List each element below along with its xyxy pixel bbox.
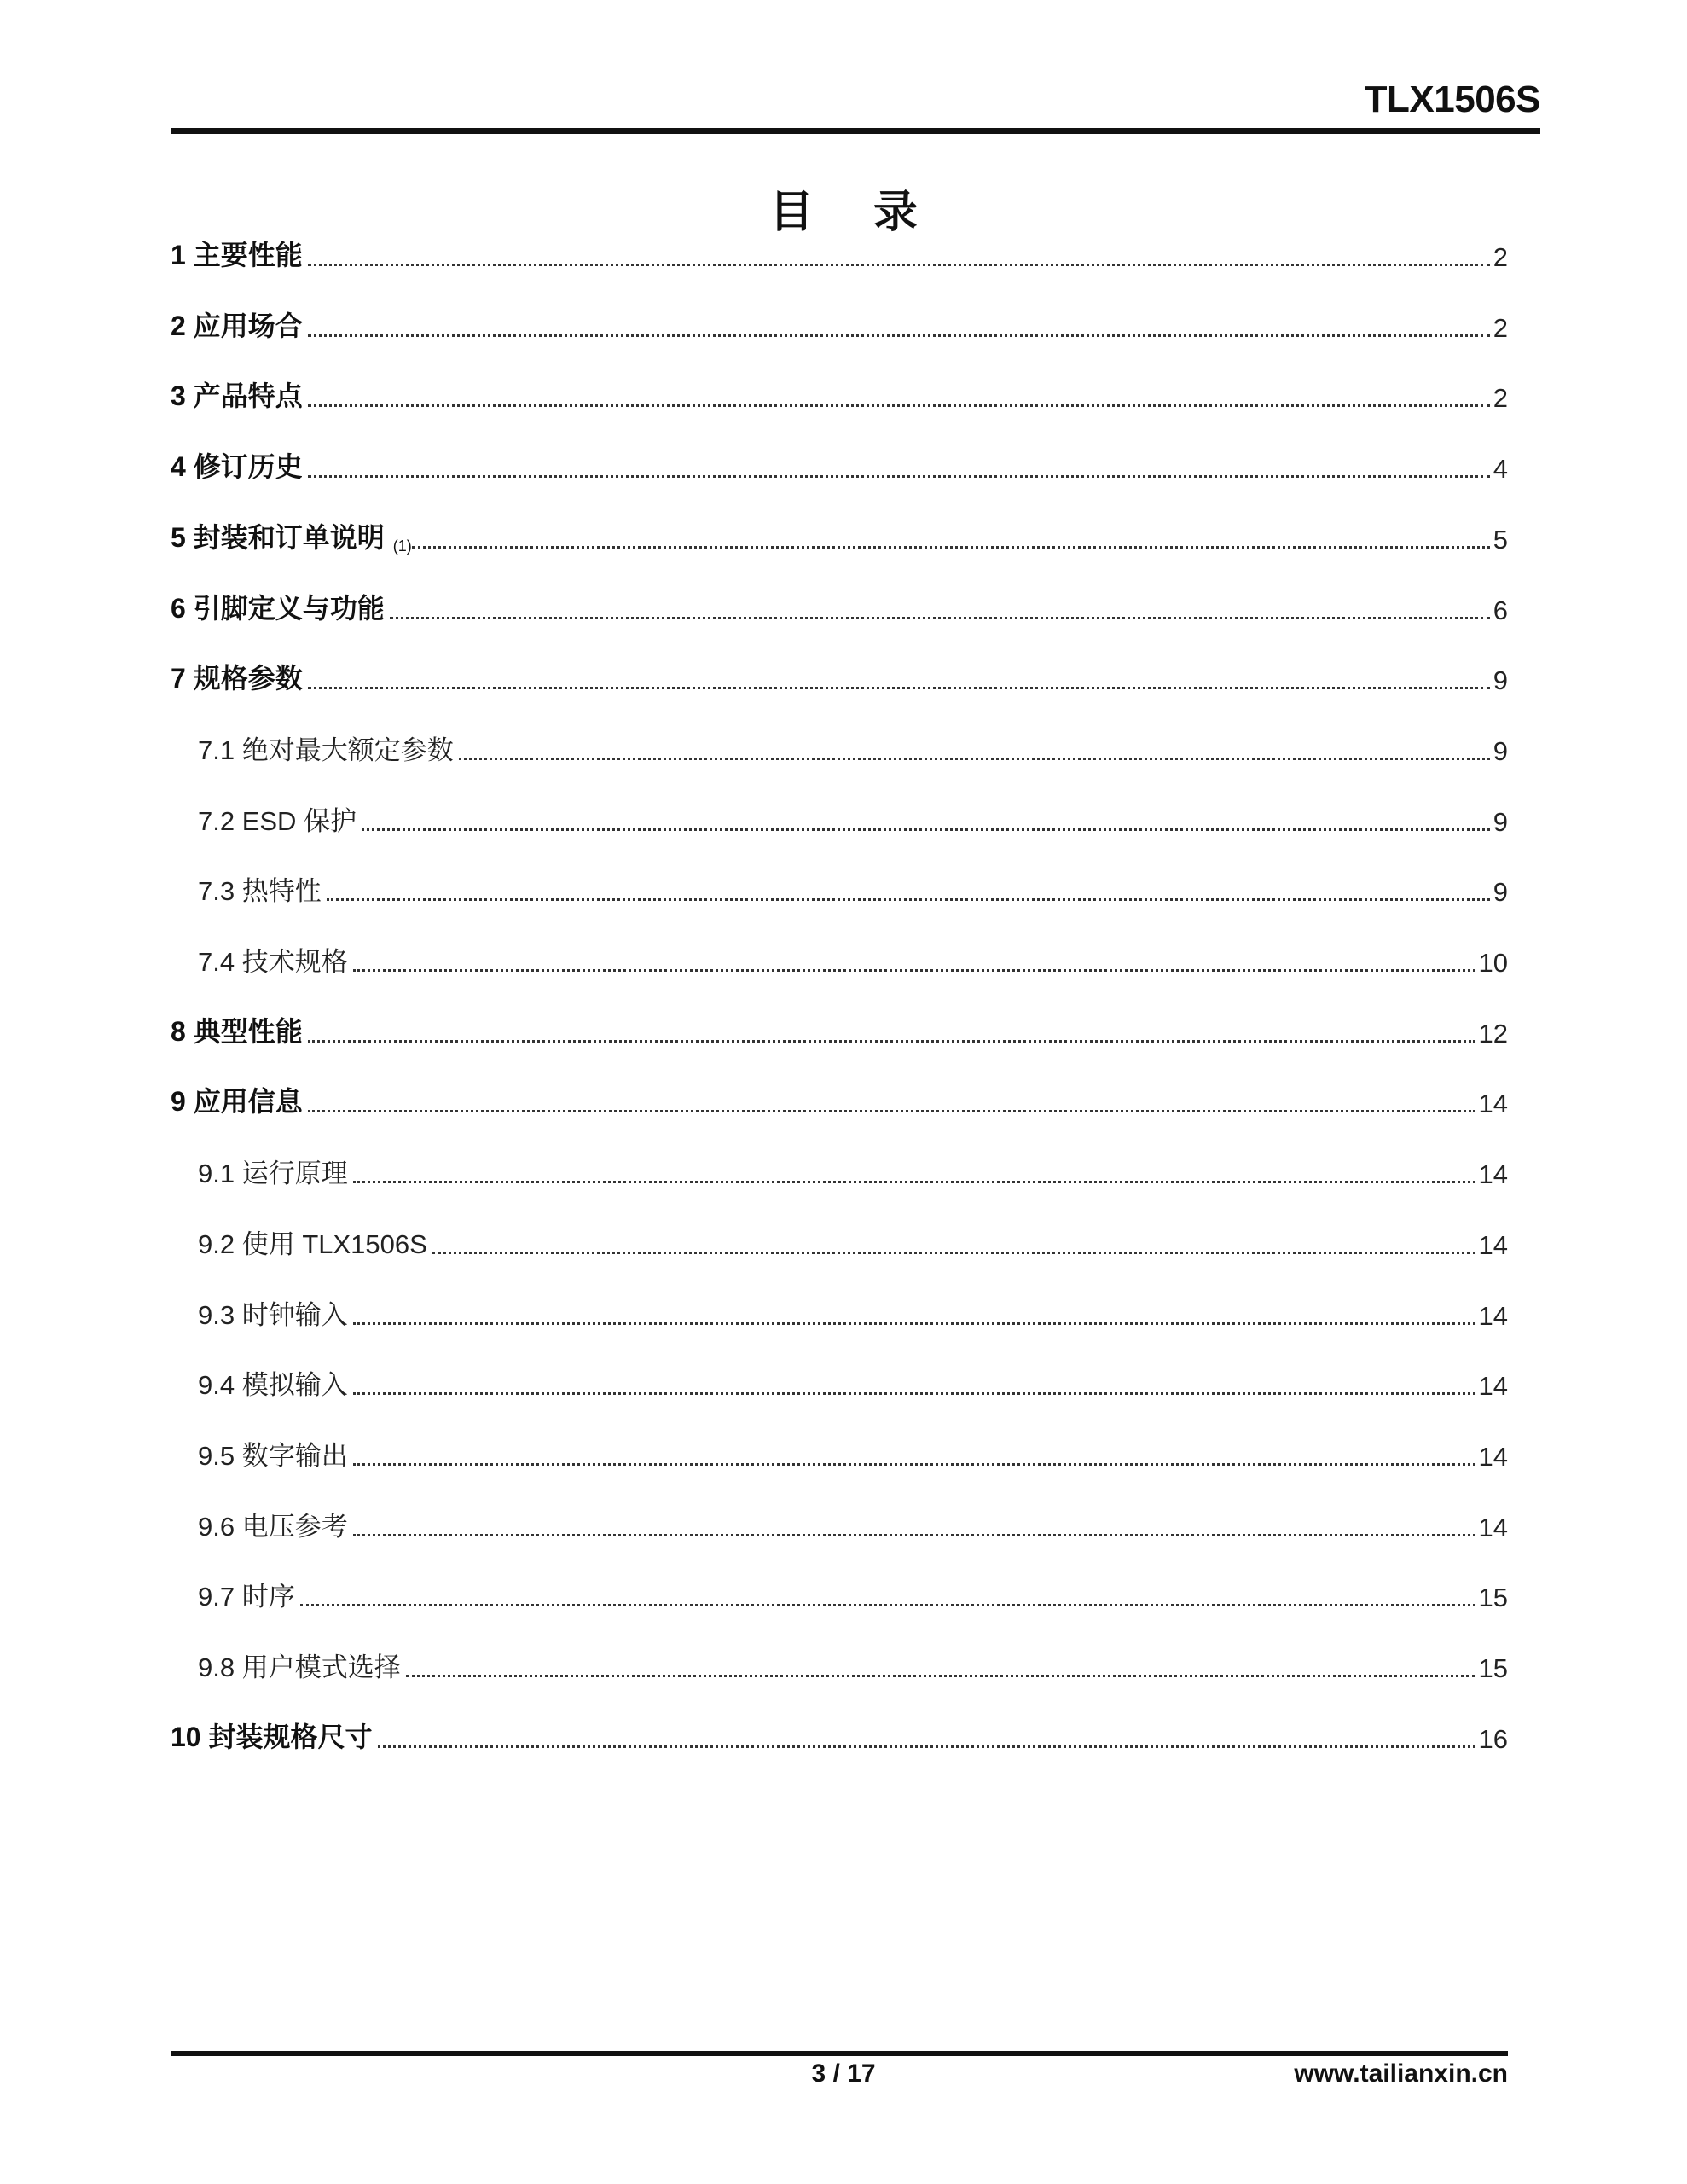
toc-entry-label: 7.3 热特性 [198, 876, 322, 907]
toc-entry-label: 9.1 运行原理 [198, 1159, 348, 1189]
toc-dot-leader [353, 1392, 1475, 1395]
toc-entry[interactable] [171, 724, 1508, 767]
header-rule [171, 128, 1540, 134]
toc-entry-label: 7.1 绝对最大额定参数 [198, 735, 454, 765]
toc-dot-leader [362, 828, 1490, 831]
toc-entry-page: 9 [1493, 806, 1508, 837]
toc-dot-leader [308, 1040, 1475, 1043]
toc-entry-page: 14 [1478, 1371, 1508, 1402]
toc-dot-leader [353, 1534, 1475, 1536]
toc-entry-label: 2 应用场合 [171, 310, 303, 341]
toc-entry-label: 7.4 技术规格 [198, 947, 348, 977]
toc-entry-page: 10 [1478, 948, 1508, 978]
toc-dot-leader [353, 1322, 1475, 1325]
toc-entry-page: 14 [1478, 1441, 1508, 1472]
toc-entry[interactable] [171, 1712, 1508, 1755]
toc-entry-page: 14 [1478, 1229, 1508, 1260]
toc-entry-footnote-marker: (1) [392, 537, 412, 555]
toc-entry-page: 9 [1493, 877, 1508, 908]
toc-title-right: 录 [873, 187, 919, 238]
toc-entry[interactable] [171, 442, 1508, 485]
toc-entry-page: 12 [1478, 1018, 1508, 1048]
toc-entry-label: 6 引脚定义与功能 [171, 592, 385, 624]
toc-entry-page: 14 [1478, 1089, 1508, 1119]
toc-dot-leader [390, 617, 1490, 619]
toc-dot-leader [308, 687, 1490, 689]
toc-entry-label: 9 应用信息 [171, 1086, 303, 1118]
toc-entry-label: 1 主要性能 [171, 240, 303, 270]
toc-dot-leader [353, 1181, 1475, 1183]
toc-entry[interactable] [171, 230, 1508, 273]
toc-entry[interactable] [171, 371, 1508, 414]
toc-entry[interactable] [171, 513, 1508, 555]
header-product-name: TLX1506S [1364, 78, 1540, 120]
toc-entry[interactable] [171, 1218, 1508, 1261]
toc-entry-page: 2 [1493, 383, 1508, 414]
toc-dot-leader [353, 1463, 1475, 1466]
toc-entry-label: 3 产品特点 [171, 380, 303, 412]
footer-page-indicator: 3 / 17 [811, 2059, 876, 2088]
toc-entry[interactable] [171, 1007, 1508, 1049]
toc-entry[interactable] [171, 301, 1508, 344]
toc-dot-leader [308, 404, 1490, 407]
toc-entry-label: 9.4 模拟输入 [198, 1370, 348, 1401]
toc-entry[interactable] [171, 865, 1508, 908]
toc-dot-leader [300, 1604, 1475, 1606]
toc-entry[interactable] [171, 795, 1508, 838]
toc-entry-page: 5 [1493, 524, 1508, 555]
toc-dot-leader [459, 758, 1490, 760]
toc-entry-page: 14 [1478, 1512, 1508, 1542]
toc-entry-page: 9 [1493, 665, 1508, 696]
toc-entry[interactable] [171, 1571, 1508, 1613]
toc-entry-label: 9.2 使用 TLX1506S [198, 1228, 427, 1259]
toc-dot-leader [432, 1252, 1475, 1254]
toc-dot-leader [378, 1745, 1475, 1748]
toc-entry[interactable] [171, 584, 1508, 626]
toc-entry-page: 6 [1493, 595, 1508, 625]
toc-entry[interactable] [171, 1501, 1508, 1543]
toc-entry-label: 4 修订历史 [171, 451, 303, 483]
toc-entry-page: 14 [1478, 1159, 1508, 1190]
toc-entry-label: 9.5 数字输出 [198, 1440, 348, 1471]
toc-entry-page: 15 [1478, 1653, 1508, 1683]
toc-dot-leader [406, 1675, 1475, 1677]
toc-entry-label: 7 规格参数 [171, 663, 303, 694]
toc-entry[interactable] [171, 1289, 1508, 1332]
toc-entry-label: 5 封装和订单说明 [171, 521, 385, 553]
toc-dot-leader [308, 334, 1490, 337]
toc-entry[interactable] [171, 1077, 1508, 1119]
toc-dot-leader [308, 1110, 1475, 1112]
toc-dot-leader [308, 264, 1490, 266]
toc-entry-label: 7.2 ESD 保护 [198, 805, 357, 836]
toc-entry-page: 2 [1493, 242, 1508, 272]
footer-rule [171, 2051, 1508, 2056]
toc-entry[interactable] [171, 936, 1508, 979]
toc-entry[interactable] [171, 1147, 1508, 1190]
toc-entry-page: 2 [1493, 312, 1508, 343]
toc-dot-leader [353, 969, 1475, 972]
toc-entry-page: 15 [1478, 1583, 1508, 1613]
toc-dot-leader [308, 475, 1490, 478]
toc-entry-label: 9.3 时钟输入 [198, 1299, 348, 1330]
toc-entry-label: 9.6 电压参考 [198, 1511, 348, 1542]
toc-entry[interactable] [171, 1430, 1508, 1472]
toc-entry-page: 16 [1478, 1723, 1508, 1754]
toc-entry-page: 4 [1493, 454, 1508, 485]
toc-entry[interactable] [171, 1359, 1508, 1402]
toc-entry-page: 9 [1493, 735, 1508, 766]
toc-entry-label: 9.8 用户模式选择 [198, 1653, 401, 1682]
toc-entry-label: 10 封装规格尺寸 [171, 1721, 373, 1752]
toc-entry[interactable] [171, 1641, 1508, 1684]
toc-entry-page: 14 [1478, 1300, 1508, 1331]
toc-title-left: 目 [768, 187, 814, 238]
toc-dot-leader [327, 898, 1490, 901]
toc-dot-leader [412, 546, 1490, 549]
footer-website[interactable]: www.tailianxin.cn [1294, 2059, 1508, 2088]
toc-entry-label: 9.7 时序 [198, 1582, 295, 1612]
toc-entry-label: 8 典型性能 [171, 1015, 303, 1047]
toc-entry[interactable] [171, 653, 1508, 696]
